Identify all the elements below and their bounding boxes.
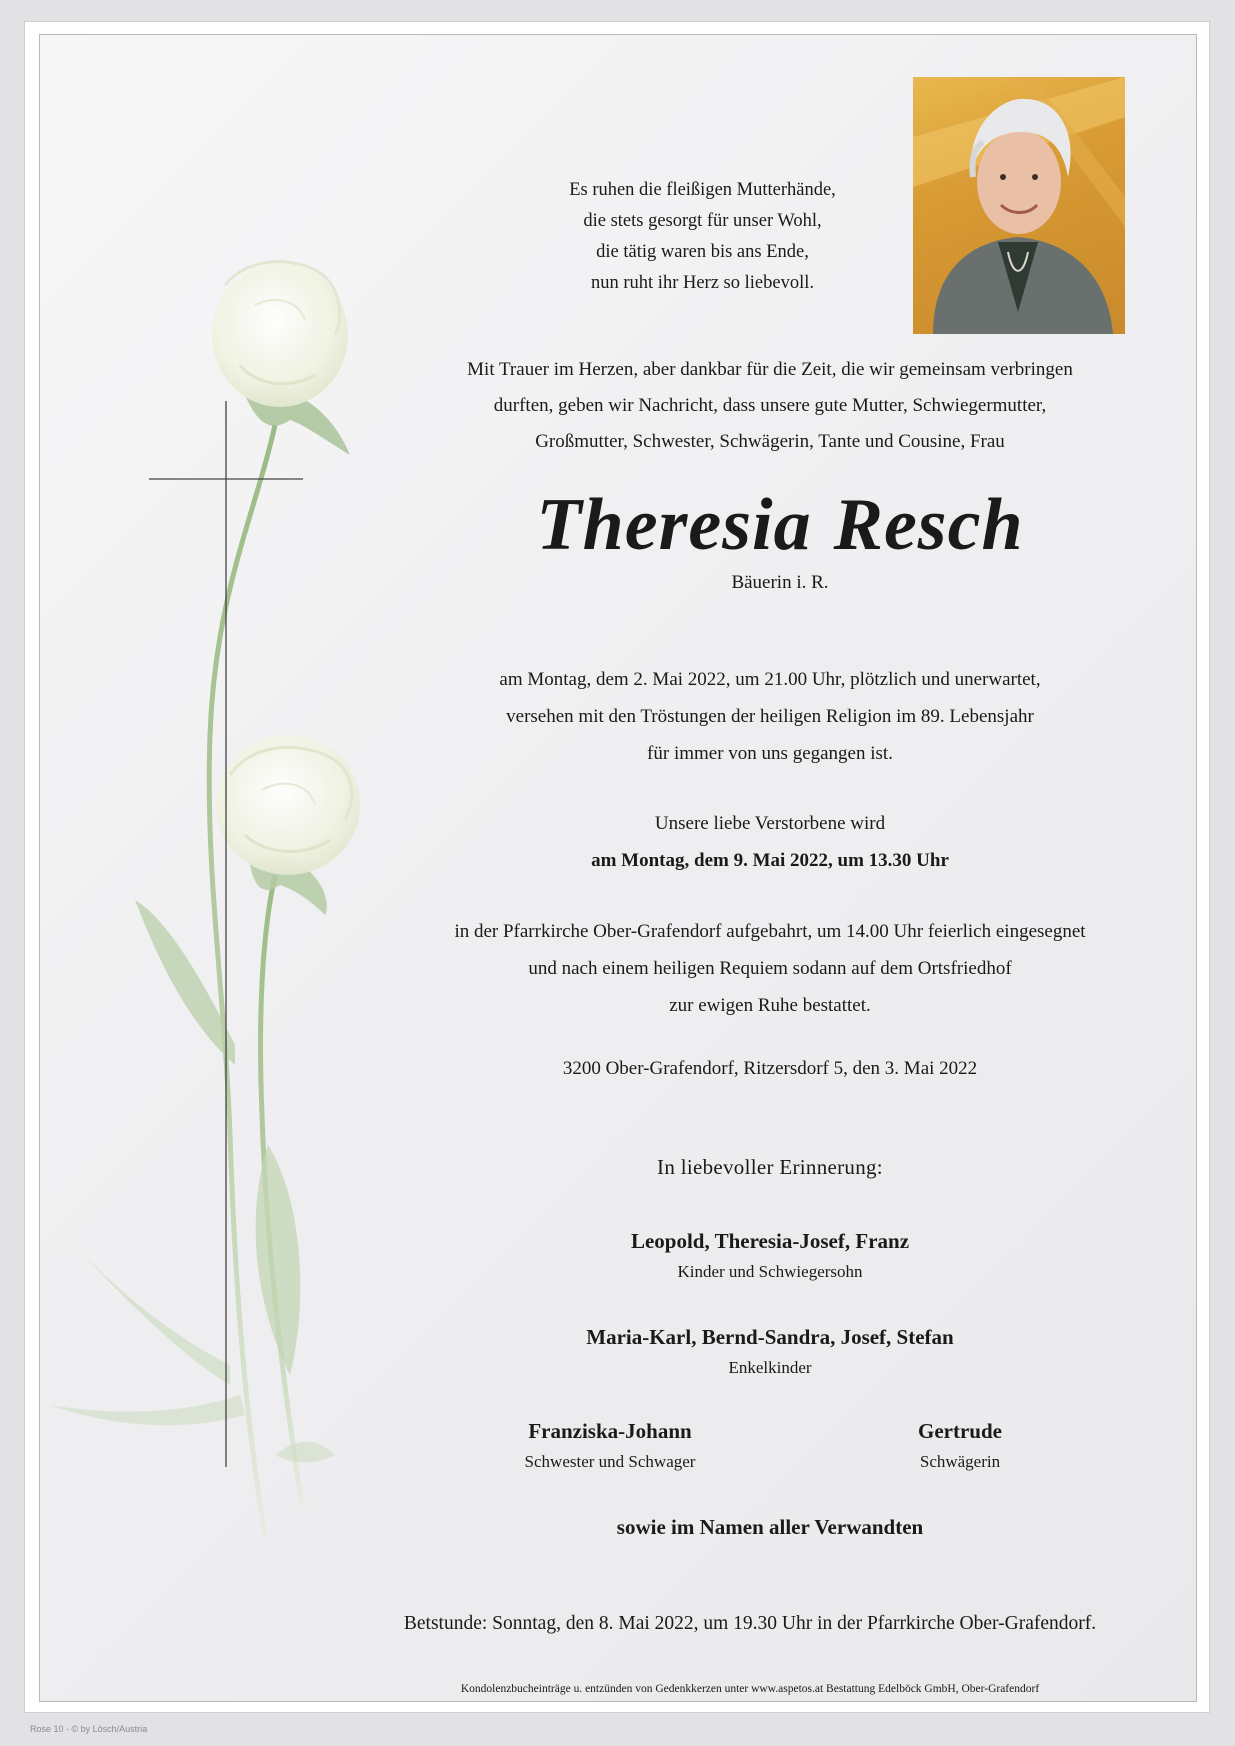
laying-out-line: zur ewigen Ruhe bestattet. (669, 995, 871, 1016)
death-notice-line: für immer von uns gegangen ist. (647, 743, 893, 764)
deceased-title: Bäuerin i. R. (731, 572, 829, 593)
intro-line: Mit Trauer im Herzen, aber dankbar für die Zeit, die wir gemeinsam verbringen (467, 359, 1073, 380)
page-frame (25, 22, 1209, 1712)
laying-out-line: in der Pfarrkirche Ober-Grafendorf aufgebahrt, um 14.00 Uhr feierlich eingesegnet (454, 921, 1086, 942)
family-group-grandchildren (360, 1325, 1180, 1378)
intro-text (360, 352, 1180, 460)
laying-out-lead: Unsere liebe Verstorbene wird (654, 813, 886, 834)
deceased-name (380, 485, 1180, 565)
laying-out-intro (360, 805, 1180, 879)
family-names: Franziska-Johann (528, 1419, 692, 1443)
obituary-sheet (39, 34, 1197, 1702)
poem-line: die stets gesorgt für unser Wohl, (583, 211, 822, 231)
place-date: 3200 Ober-Grafendorf, Ritzersdorf 5, den 3. Mai 2022 (562, 1058, 978, 1079)
family-group-children (360, 1229, 1180, 1282)
family-role: Enkelkinder (728, 1358, 812, 1377)
family-names: Maria-Karl, Bernd-Sandra, Josef, Stefan (586, 1325, 954, 1349)
death-notice (360, 661, 1180, 772)
family-group-sibling (460, 1419, 760, 1472)
laying-out-date: am Montag, dem 9. Mai 2022, um 13.30 Uhr (591, 850, 949, 871)
poem-line: die tätig waren bis ans Ende, (596, 242, 809, 262)
family-role: Kinder und Schwiegersohn (677, 1262, 863, 1281)
laying-out-details (360, 913, 1180, 1024)
memory-heading: In liebevoller Erinnerung: (657, 1155, 883, 1179)
image-credit: Rose 10 - © by Lösch/Austria (30, 1724, 148, 1734)
family-role: Schwägerin (919, 1452, 1001, 1471)
footer-note: Kondolenzbucheinträge u. entzünden von Gedenkkerzen unter www.aspetos.at Bestattung Edelböck GmbH, Ober-Grafendorf (460, 1683, 1040, 1695)
prayer-hour: Betstunde: Sonntag, den 8. Mai 2022, um 19.30 Uhr in der Pfarrkirche Ober-Grafendorf. (403, 1613, 1097, 1634)
poem-line: Es ruhen die fleißigen Mutterhände, (569, 180, 836, 200)
portrait-photo (913, 77, 1125, 334)
poem-line: nun ruht ihr Herz so liebevoll. (591, 273, 814, 293)
death-notice-line: am Montag, dem 2. Mai 2022, um 21.00 Uhr, plötzlich und unerwartet, (499, 669, 1041, 690)
laying-out-line: und nach einem heiligen Requiem sodann auf dem Ortsfriedhof (528, 958, 1012, 979)
family-names: Gertrude (918, 1419, 1002, 1443)
rose-decoration (40, 35, 400, 1701)
upper-rose (212, 262, 348, 407)
deceased-first-name: Theresia (536, 484, 812, 566)
lower-rose (216, 735, 360, 875)
relatives-line: sowie im Namen aller Verwandten (616, 1515, 924, 1539)
family-role: Schwester und Schwager (524, 1452, 696, 1471)
family-names: Leopold, Theresia-Josef, Franz (630, 1229, 910, 1253)
intro-line: Großmutter, Schwester, Schwägerin, Tante und Cousine, Frau (535, 431, 1005, 452)
intro-line: durften, geben wir Nachricht, dass unsere gute Mutter, Schwiegermutter, (493, 395, 1047, 416)
deceased-last-name: Resch (833, 484, 1024, 566)
poem-block (470, 175, 935, 299)
death-notice-line: versehen mit den Tröstungen der heiligen Religion im 89. Lebensjahr (506, 706, 1034, 727)
family-group-sister-in-law (860, 1419, 1060, 1472)
